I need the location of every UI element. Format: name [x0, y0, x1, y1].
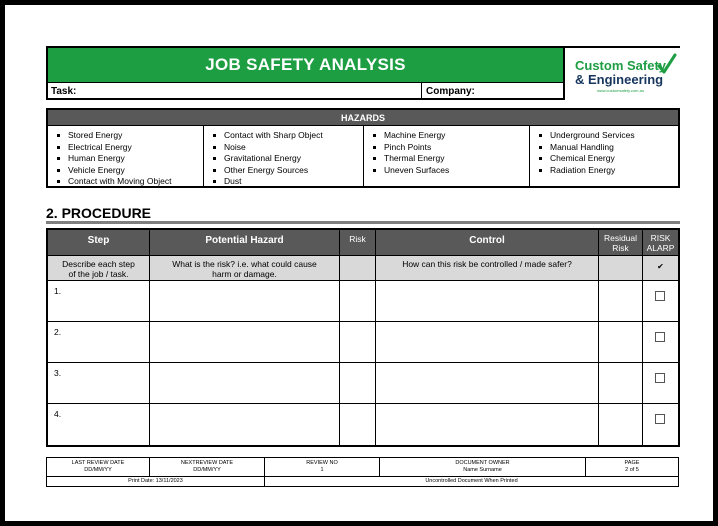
hazard-item: Contact with Moving Object	[68, 176, 203, 188]
alarp-cell	[643, 363, 678, 404]
footer-value: 2 of 5	[625, 466, 639, 473]
hazard-item: Noise	[224, 142, 363, 154]
footer-value: 1	[320, 466, 324, 473]
hazard-item: Underground Services	[550, 130, 678, 142]
footer-label: PAGE	[624, 460, 640, 466]
company-logo	[563, 48, 680, 100]
residual-guidance	[599, 256, 643, 281]
hazard-item: Radiation Energy	[550, 165, 678, 177]
residual-label-2: Risk	[612, 243, 629, 253]
footer-page	[586, 458, 678, 476]
guidance-text: What is the risk? i.e. what could cause	[172, 259, 317, 269]
risk-cell[interactable]	[340, 363, 376, 404]
procedure-rule	[46, 221, 680, 224]
residual-label-1: Residual	[603, 233, 638, 243]
column-header-risk: Risk	[340, 230, 376, 256]
control-cell[interactable]	[376, 322, 599, 363]
alarp-label-2: ALARP	[646, 243, 675, 253]
hazard-cell[interactable]	[150, 322, 340, 363]
print-date: Print Date: 13/11/2023	[47, 477, 265, 487]
hazard-item: Pinch Points	[384, 142, 529, 154]
logo-text-line1: Custom Safety	[575, 58, 667, 73]
risk-cell[interactable]	[340, 322, 376, 363]
hazards-column-2	[204, 126, 364, 186]
control-guidance	[376, 256, 599, 281]
hazard-item: Chemical Energy	[550, 153, 678, 165]
procedure-table	[46, 228, 680, 447]
footer-value: DD/MM/YY	[84, 466, 112, 473]
footer-label: DOCUMENT OWNER	[455, 460, 510, 466]
alarp-cell	[643, 322, 678, 363]
hazard-cell[interactable]	[150, 281, 340, 322]
guidance-text: of the job / task.	[68, 269, 129, 279]
hazard-item: Vehicle Energy	[68, 165, 203, 177]
hazard-item: Contact with Sharp Object	[224, 130, 363, 142]
task-label: Task:	[51, 86, 77, 97]
task-company-row	[48, 82, 563, 100]
hazard-item: Stored Energy	[68, 130, 203, 142]
alarp-checkbox[interactable]	[655, 373, 665, 383]
hazard-item: Manual Handling	[550, 142, 678, 154]
footer-value: DD/MM/YY	[193, 466, 221, 473]
hazard-item: Electrical Energy	[68, 142, 203, 154]
residual-risk-cell[interactable]	[599, 363, 643, 404]
hazards-title: HAZARDS	[48, 110, 678, 126]
guidance-text: Describe each step	[62, 259, 135, 269]
footer-value: Name Surname	[463, 466, 502, 473]
hazard-item: Other Energy Sources	[224, 165, 363, 177]
hazards-panel	[46, 108, 680, 188]
column-header-step: Step	[48, 230, 150, 256]
column-header-hazard: Potential Hazard	[150, 230, 340, 256]
risk-cell[interactable]	[340, 281, 376, 322]
step-cell[interactable]: 1.	[48, 281, 150, 322]
step-cell[interactable]: 3.	[48, 363, 150, 404]
document-header	[46, 46, 680, 100]
column-header-residual-risk	[599, 230, 643, 256]
alarp-cell	[643, 281, 678, 322]
hazard-item: Uneven Surfaces	[384, 165, 529, 177]
alarp-checkbox[interactable]	[655, 414, 665, 424]
tick-icon: ✔	[657, 262, 664, 271]
logo-text-line2: & Engineering	[575, 72, 664, 87]
column-header-risk-alarp	[643, 230, 678, 256]
procedure-heading: 2. PROCEDURE	[46, 205, 152, 221]
column-header-control: Control	[376, 230, 599, 256]
hazard-item: Dust	[224, 176, 363, 188]
alarp-checkbox[interactable]	[655, 332, 665, 342]
footer-print-row	[47, 476, 678, 486]
guidance-text: How can this risk be controlled / made safer?	[402, 259, 572, 269]
alarp-checkbox[interactable]	[655, 291, 665, 301]
hazard-item: Machine Energy	[384, 130, 529, 142]
hazards-column-4	[530, 126, 678, 186]
hazard-item: Gravitational Energy	[224, 153, 363, 165]
step-cell[interactable]: 2.	[48, 322, 150, 363]
footer-label: REVIEW NO	[306, 460, 338, 466]
step-guidance	[48, 256, 150, 281]
footer-label: LAST REVIEW DATE	[71, 460, 125, 466]
hazard-item: Thermal Energy	[384, 153, 529, 165]
alarp-guidance	[643, 256, 678, 281]
checkmark-icon	[657, 53, 677, 75]
alarp-cell	[643, 404, 678, 445]
hazards-column-1	[48, 126, 204, 186]
uncontrolled-notice: Uncontrolled Document When Printed	[425, 478, 518, 484]
footer-next-review	[150, 458, 265, 476]
footer-review-no	[265, 458, 380, 476]
risk-cell[interactable]	[340, 404, 376, 445]
footer-label: NEXTREVIEW DATE	[180, 460, 234, 466]
divider	[421, 83, 422, 100]
control-cell[interactable]	[376, 363, 599, 404]
control-cell[interactable]	[376, 404, 599, 445]
hazard-guidance	[150, 256, 340, 281]
hazard-cell[interactable]	[150, 363, 340, 404]
residual-risk-cell[interactable]	[599, 322, 643, 363]
hazard-cell[interactable]	[150, 404, 340, 445]
guidance-text: harm or damage.	[212, 269, 277, 279]
hazards-column-3	[364, 126, 530, 186]
residual-risk-cell[interactable]	[599, 404, 643, 445]
control-cell[interactable]	[376, 281, 599, 322]
alarp-label-1: RISK	[650, 233, 671, 243]
company-label: Company:	[426, 86, 475, 97]
document-footer	[46, 457, 679, 487]
footer-last-review	[47, 458, 150, 476]
document-title: JOB SAFETY ANALYSIS	[48, 48, 563, 82]
risk-guidance	[340, 256, 376, 281]
residual-risk-cell[interactable]	[599, 281, 643, 322]
step-cell[interactable]: 4.	[48, 404, 150, 445]
logo-url: www.customsafety.com.au	[597, 88, 645, 93]
hazard-item: Human Energy	[68, 153, 203, 165]
footer-document-owner	[380, 458, 586, 476]
